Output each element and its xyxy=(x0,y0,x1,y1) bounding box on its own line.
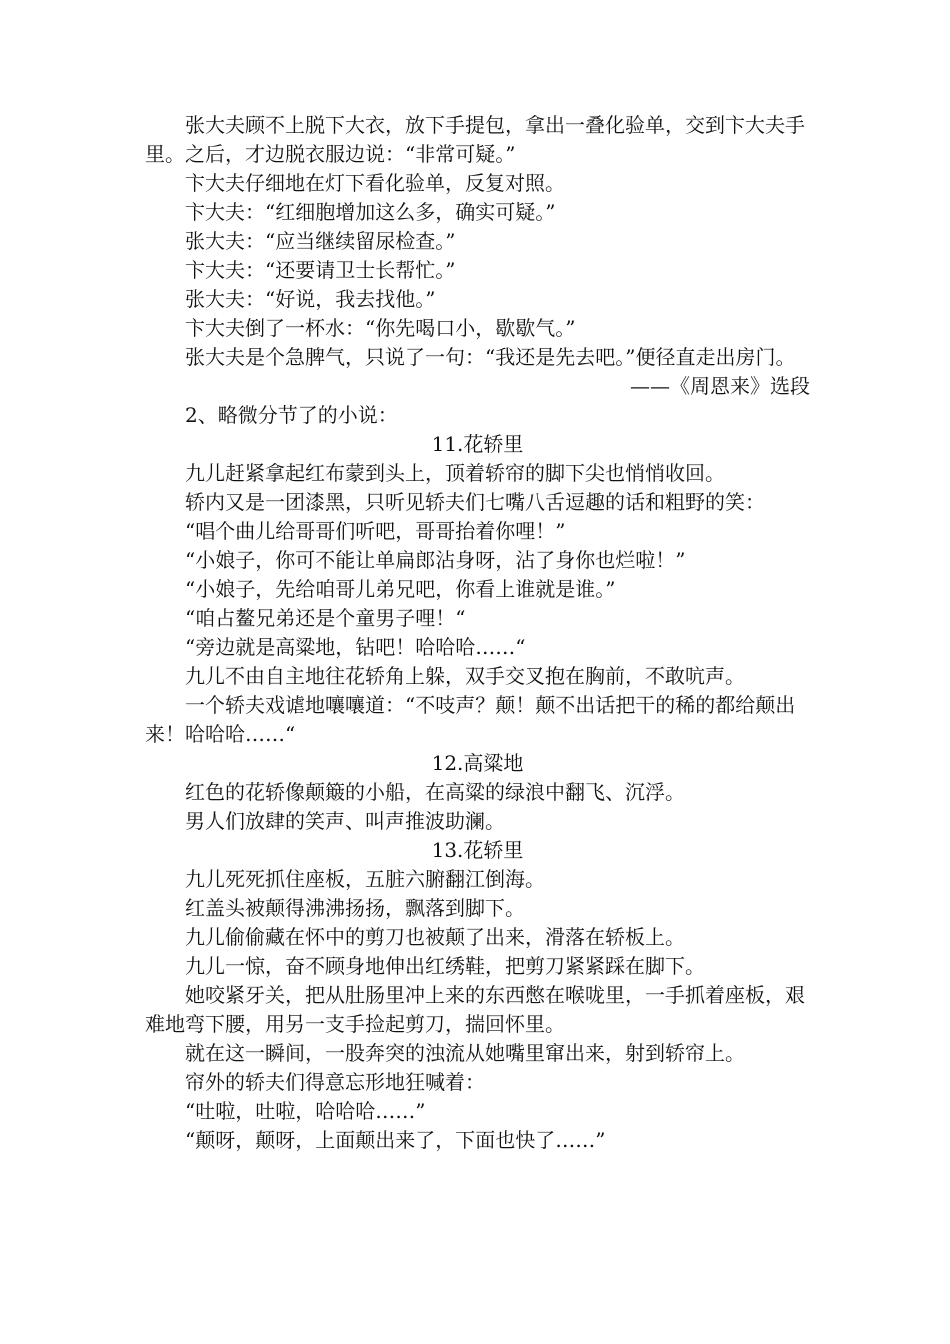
paragraph: “颠呀，颠呀，上面颠出来了，下面也快了……” xyxy=(185,1128,606,1152)
paragraph: 男人们放肆的笑声、叫声推波助澜。 xyxy=(185,809,505,833)
paragraph: 她咬紧牙关，把从肚肠里冲上来的东西憋在喉咙里，一手抓着座板，艰难地弯下腰，用另一支手捡起剪刀，揣回怀里。 xyxy=(145,983,805,1036)
paragraph: 轿内又是一团漆黑，只听见轿夫们七嘴八舌逗趣的话和粗野的笑： xyxy=(185,490,765,514)
paragraph: 九儿不由自主地往花轿角上躲，双手交叉抱在胸前，不敢吭声。 xyxy=(185,664,745,688)
paragraph: 帘外的轿夫们得意忘形地狂喊着： xyxy=(185,1070,485,1094)
paragraph: 就在这一瞬间，一股奔突的浊流从她嘴里窜出来，射到轿帘上。 xyxy=(185,1041,745,1065)
paragraph: 张大夫是个急脾气，只说了一句：“我还是先去吧。”便径直走出房门。 xyxy=(185,345,796,369)
paragraph: 红盖头被颠得沸沸扬扬，飘落到脚下。 xyxy=(185,896,525,920)
section-heading: 2、略微分节了的小说： xyxy=(185,403,398,427)
paragraph: 九儿一惊，奋不顾身地伸出红绣鞋，把剪刀紧紧踩在脚下。 xyxy=(185,954,705,978)
paragraph: 张大夫：“好说，我去找他。” xyxy=(185,287,436,311)
scene-title: 12.高粱地 xyxy=(431,751,524,775)
paragraph: “小娘子，先给咱哥儿弟兄吧，你看上谁就是谁。” xyxy=(185,577,616,601)
scene-title: 11.花轿里 xyxy=(431,432,524,456)
source-attribution: ——《周恩来》选段 xyxy=(630,374,810,398)
paragraph: 卞大夫仔细地在灯下看化验单，反复对照。 xyxy=(185,171,565,195)
paragraph: 卞大夫：“还要请卫士长帮忙。” xyxy=(185,258,456,282)
paragraph: “唱个曲儿给哥哥们听吧，哥哥抬着你哩！” xyxy=(185,519,566,543)
paragraph: 卞大夫：“红细胞增加这么多，确实可疑。” xyxy=(185,200,556,224)
paragraph: 卞大夫倒了一杯水：“你先喝口小，歇歇气。” xyxy=(185,316,576,340)
paragraph: “咱占鳌兄弟还是个童男子哩！“ xyxy=(185,606,466,630)
paragraph: “吐啦，吐啦，哈哈哈……” xyxy=(185,1099,426,1123)
paragraph: “小娘子，你可不能让单扁郎沾身呀，沾了身你也烂啦！” xyxy=(185,548,686,572)
paragraph: “旁边就是高粱地，钻吧！哈哈哈……“ xyxy=(185,635,526,659)
paragraph: 九儿偷偷藏在怀中的剪刀也被颠了出来，滑落在轿板上。 xyxy=(185,925,685,949)
scene-title: 13.花轿里 xyxy=(431,838,524,862)
document-body xyxy=(145,111,810,1155)
paragraph: 九儿赶紧拿起红布蒙到头上，顶着轿帘的脚下尖也悄悄收回。 xyxy=(185,461,725,485)
paragraph: 九儿死死抓住座板，五脏六腑翻江倒海。 xyxy=(185,867,545,891)
paragraph: 张大夫：“应当继续留尿检查。” xyxy=(185,229,456,253)
paragraph: 张大夫顾不上脱下大衣，放下手提包，拿出一叠化验单，交到卞大夫手里。之后，才边脱衣服边说：“非常可疑。” xyxy=(145,113,805,166)
paragraph: 一个轿夫戏谑地嚷嚷道：“不吱声？颠！颠不出话把干的稀的都给颠出来！哈哈哈……“ xyxy=(145,693,796,746)
paragraph: 红色的花轿像颠簸的小船，在高粱的绿浪中翻飞、沉浮。 xyxy=(185,780,685,804)
